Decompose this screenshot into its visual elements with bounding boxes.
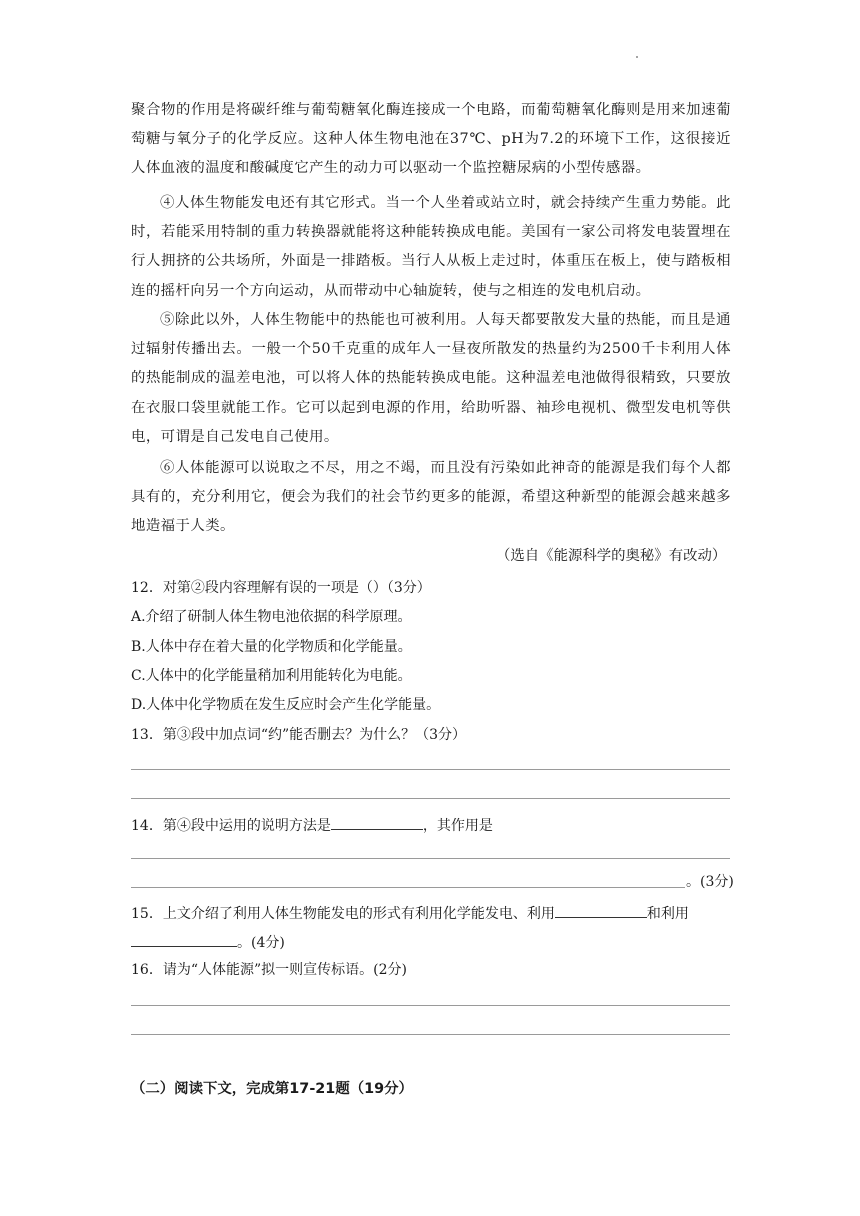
question-15-blank-2[interactable] — [131, 931, 237, 947]
question-15-prompt-mid: 和利用 — [646, 906, 689, 922]
section-heading-2: （二）阅读下文，完成第17-21题（19分） — [131, 1081, 413, 1097]
question-15 — [131, 902, 731, 924]
answer-line-13-2[interactable] — [131, 798, 730, 799]
answer-line-14-2[interactable] — [131, 887, 685, 888]
question-15-score: 。(4分) — [237, 935, 285, 951]
answer-line-16-2[interactable] — [131, 1034, 730, 1035]
question-14-prompt: 14．第④段中运用的说明方法是 — [131, 818, 331, 834]
passage-paragraph-continued: 聚合物的作用是将碳纤维与葡萄糖氧化酶连接成一个电路，而葡萄糖氧化酶则是用来加速葡萄糖与氧分子的化学反应。这种人体生物电池在37℃、pH为7.2的环境下工作，这很接近人体血液的温度和酸碱度它产生的动力可以驱动一个监控糖尿病的小型传感器。 — [131, 102, 731, 177]
question-16: 16．请为“人体能源”拟一则宣传标语。(2分) — [131, 962, 407, 978]
question-14-blank[interactable] — [331, 814, 423, 830]
question-12: 12．对第②段内容理解有误的一项是（）（3分） — [131, 580, 431, 596]
answer-line-14-1[interactable] — [131, 858, 730, 859]
passage-paragraph-5: ⑤除此以外，人体生物能中的热能也可被利用。人每天都要散发大量的热能，而且是通过辐射传播出去。一般一个50千克重的成年人一昼夜所散发的热量约为2500千卡利用人体的热能制成的温差电池，可以将人体的热能转换成电能。这种温差电池做得很精致，只要放在衣服口袋里就能工作。它可以起到电源的作用，给助听器、袖珍电视机、微型发电机等供电，可谓是自己发电自己使用。 — [131, 312, 731, 445]
question-12-option-c: C.人体中的化学能量稍加利用能转化为电能。 — [131, 668, 412, 684]
question-14 — [131, 814, 731, 836]
question-12-option-d: D.人体中化学物质在发生反应时会产生化学能量。 — [131, 697, 441, 713]
question-14-score: 。(3分) — [686, 874, 734, 890]
question-15-line-2 — [131, 931, 731, 953]
question-15-blank-1[interactable] — [555, 902, 647, 918]
question-13: 13．第③段中加点词“约”能否删去？为什么？（3分） — [131, 727, 467, 743]
passage-source: （选自《能源科学的奥秘》有改动） — [496, 548, 727, 564]
page-mark — [636, 56, 638, 58]
passage-paragraph-4: ④人体生物能发电还有其它形式。当一个人坐着或站立时，就会持续产生重力势能。此时，若能采用特制的重力转换器就能将这种能转换成电能。美国有一家公司将发电装置埋在行人拥挤的公共场所，外面是一排踏板。当行人从板上走过时，体重压在板上，使与踏板相连的摇杆向另一个方向运动，从而带动中心轴旋转，使与之相连的发电机启动。 — [131, 195, 731, 299]
question-14-prompt-end: ，其作用是 — [422, 818, 493, 834]
answer-line-13-1[interactable] — [131, 769, 730, 770]
question-12-option-b: B.人体中存在着大量的化学物质和化学能量。 — [131, 639, 412, 655]
question-12-option-a: A.介绍了研制人体生物电池依据的科学原理。 — [131, 609, 412, 625]
answer-line-16-1[interactable] — [131, 1005, 730, 1006]
passage-paragraph-6: ⑥人体能源可以说取之不尽，用之不竭，而且没有污染如此神奇的能源是我们每个人都具有的，充分利用它，便会为我们的社会节约更多的能源，希望这种新型的能源会越来越多地造福于人类。 — [131, 460, 731, 535]
question-15-prompt: 15．上文介绍了利用人体生物能发电的形式有利用化学能发电、利用 — [131, 906, 555, 922]
